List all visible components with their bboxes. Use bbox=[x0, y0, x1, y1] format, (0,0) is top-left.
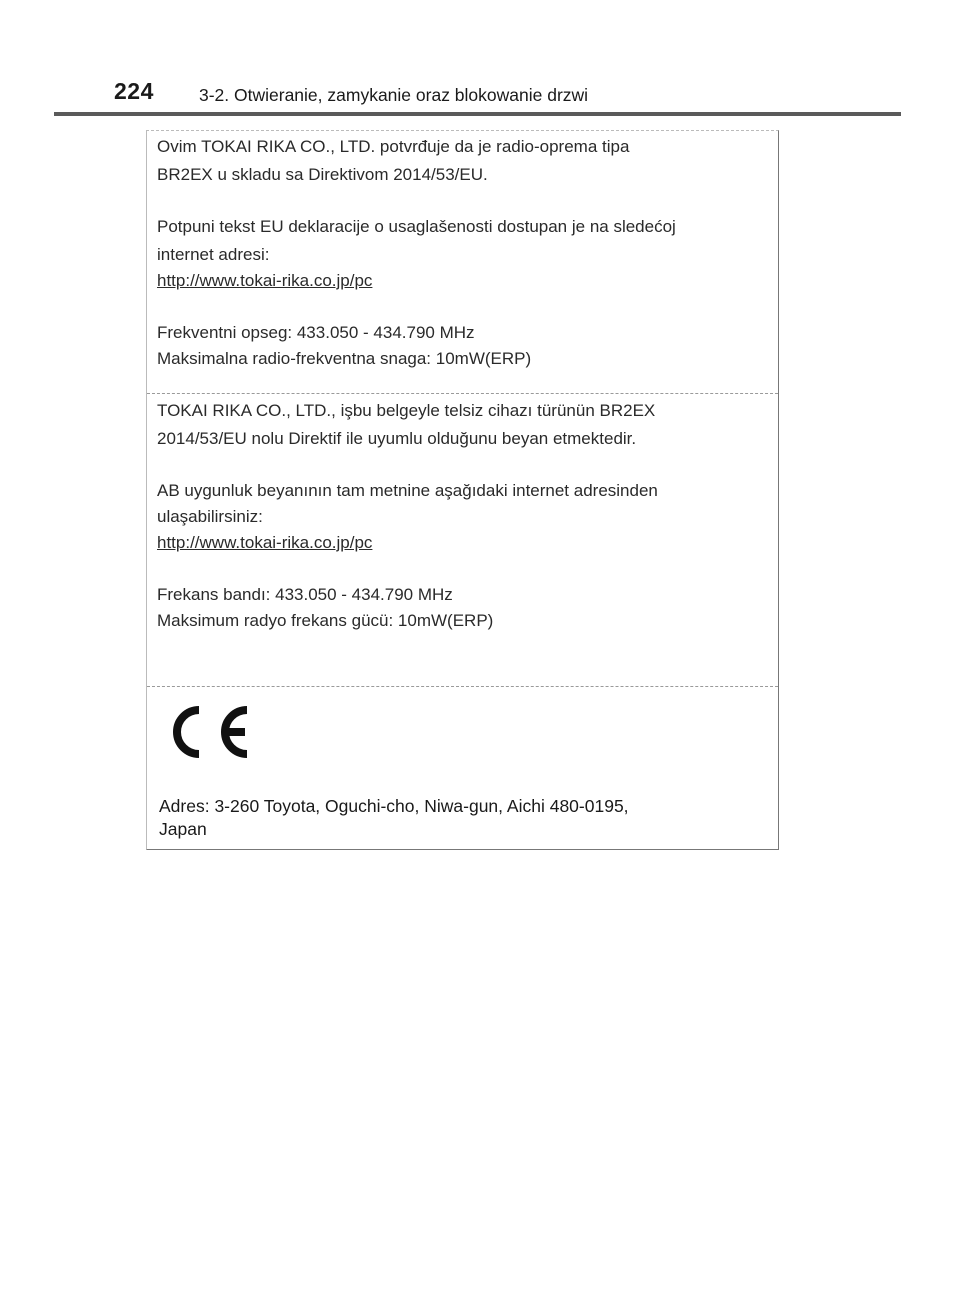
turkish-line-6: Maksimum radyo frekans gücü: 10mW(ERP) bbox=[157, 611, 494, 630]
section-divider-2 bbox=[147, 686, 778, 687]
turkish-link[interactable]: http://www.tokai-rika.co.jp/pc bbox=[157, 533, 373, 552]
turkish-line-5: Frekans bandı: 433.050 - 434.790 MHz bbox=[157, 585, 453, 604]
turkish-line-2: 2014/53/EU nolu Direktif ile uyumlu olduğunu beyan etmektedir. bbox=[157, 429, 637, 448]
address-line-1: Adres: 3-260 Toyota, Oguchi-cho, Niwa-gun, Aichi 480-0195, bbox=[159, 796, 629, 816]
header-divider bbox=[54, 112, 901, 116]
turkish-line-3: AB uygunluk beyanının tam metnine aşağıdaki internet adresinden bbox=[157, 481, 658, 500]
section-divider-1 bbox=[147, 393, 778, 394]
serbian-link[interactable]: http://www.tokai-rika.co.jp/pc bbox=[157, 271, 373, 290]
address-line-2: Japan bbox=[159, 819, 207, 839]
serbian-line-1: Ovim TOKAI RIKA CO., LTD. potvrđuje da je radio-oprema tipa bbox=[157, 137, 630, 156]
turkish-line-4: ulaşabilirsiniz: bbox=[157, 507, 263, 526]
manufacturer-address bbox=[159, 795, 719, 841]
serbian-line-4: internet adresi: bbox=[157, 245, 270, 264]
page-number: 224 bbox=[114, 78, 154, 104]
declaration-label-box bbox=[146, 130, 779, 850]
serbian-line-6: Maksimalna radio-frekventna snaga: 10mW(ERP) bbox=[157, 349, 532, 368]
ce-mark-icon bbox=[167, 704, 251, 760]
serbian-line-3: Potpuni tekst EU deklaracije o usaglašenosti dostupan je na sledećoj bbox=[157, 217, 676, 236]
section-title: 3-2. Otwieranie, zamykanie oraz blokowanie drzwi bbox=[199, 85, 589, 105]
turkish-line-1: TOKAI RIKA CO., LTD., işbu belgeyle telsiz cihazı türünün BR2EX bbox=[157, 401, 656, 420]
serbian-line-5: Frekventni opseg: 433.050 - 434.790 MHz bbox=[157, 323, 475, 342]
serbian-line-2: BR2EX u skladu sa Direktivom 2014/53/EU. bbox=[157, 165, 488, 184]
page-header bbox=[0, 0, 960, 120]
